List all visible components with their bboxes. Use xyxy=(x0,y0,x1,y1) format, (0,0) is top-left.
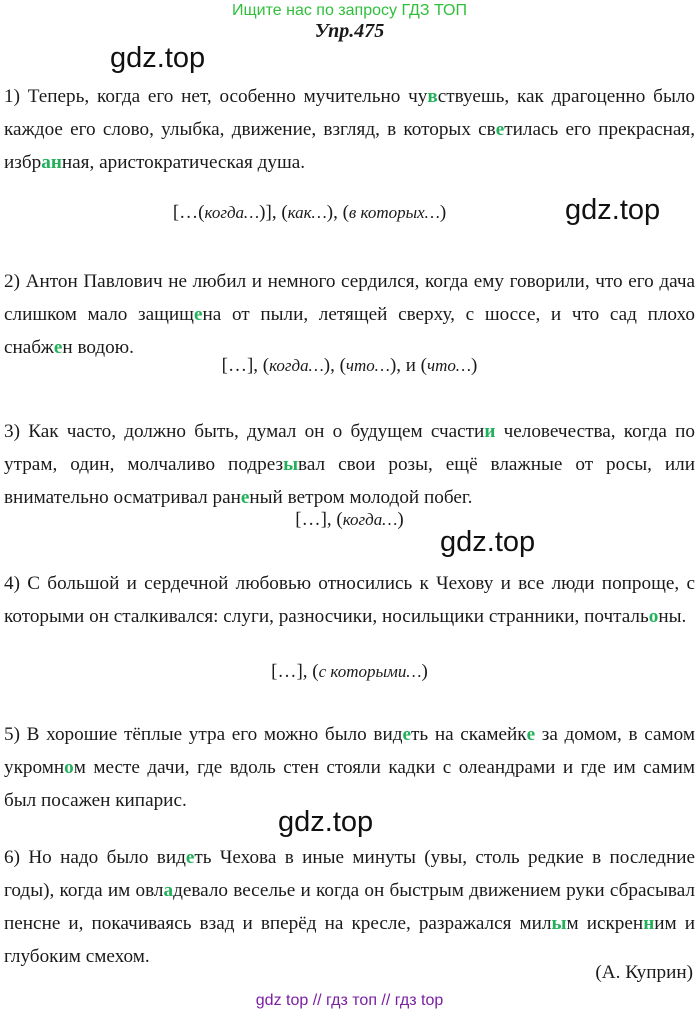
search-banner: Ищите нас по запросу ГДЗ ТОП xyxy=(232,2,467,19)
exercise-title: Упр.475 xyxy=(314,20,385,42)
author: (А. Куприн) xyxy=(595,962,693,983)
watermark: gdz.top xyxy=(278,806,374,838)
footer-links: gdz top // гдз топ // гдз top xyxy=(255,992,444,1009)
watermark: gdz.top xyxy=(440,526,536,558)
watermark: gdz.top xyxy=(565,194,661,226)
scheme-4: […], (с которыми…) xyxy=(271,661,428,682)
sentence-4: 4) С большой и сердечной любовью относились к Чехову и все люди попроще, с которыми он сталкивался: слуги, разносчики, носильщики странники, почтальоны. xyxy=(4,573,695,627)
sentence-6: 6) Но надо было видеть Чехова в иные минуты (увы, столь редкие в последние годы), когда им овладевало веселье и когда он быстрым движением руки сбрасывал пенсне и, покачиваясь взад и вперёд на кресле, разражался милым искренним и глубоким смехом. xyxy=(4,847,695,967)
sentence-1: 1) Теперь, когда его нет, особенно мучительно чувствуешь, как драгоценно было каждое его слово, улыбка, движение, взгляд, в которых светилась его прекрасная, избранная, аристократическая душа. xyxy=(4,86,696,173)
sentence-5: 5) В хорошие тёплые утра его можно было видеть на скамейке за домом, в самом укромном месте дачи, где вдоль стен стояли кадки с олеандрами и где им самим был посажен кипарис. xyxy=(4,724,695,811)
watermark: gdz.top xyxy=(110,42,206,74)
scheme-2: […], (когда…), (что…), и (что…) xyxy=(221,355,478,376)
scheme-1: […(когда…)], (как…), (в которых…) xyxy=(172,202,447,223)
scheme-3: […], (когда…) xyxy=(295,509,404,530)
sentence-2: 2) Антон Павлович не любил и немного сердился, когда ему говорили, что его дача слишком мало защищена от пыли, летящей сверху, с шоссе, и что сад плохо снабжен водою. xyxy=(4,271,695,358)
sentence-3: 3) Как часто, должно быть, думал он о будущем счастии человечества, когда по утрам, один, молчаливо подрезывал свои розы, ещё влажные от росы, или внимательно осматривал раненый ветром молодой побег. xyxy=(4,421,695,508)
